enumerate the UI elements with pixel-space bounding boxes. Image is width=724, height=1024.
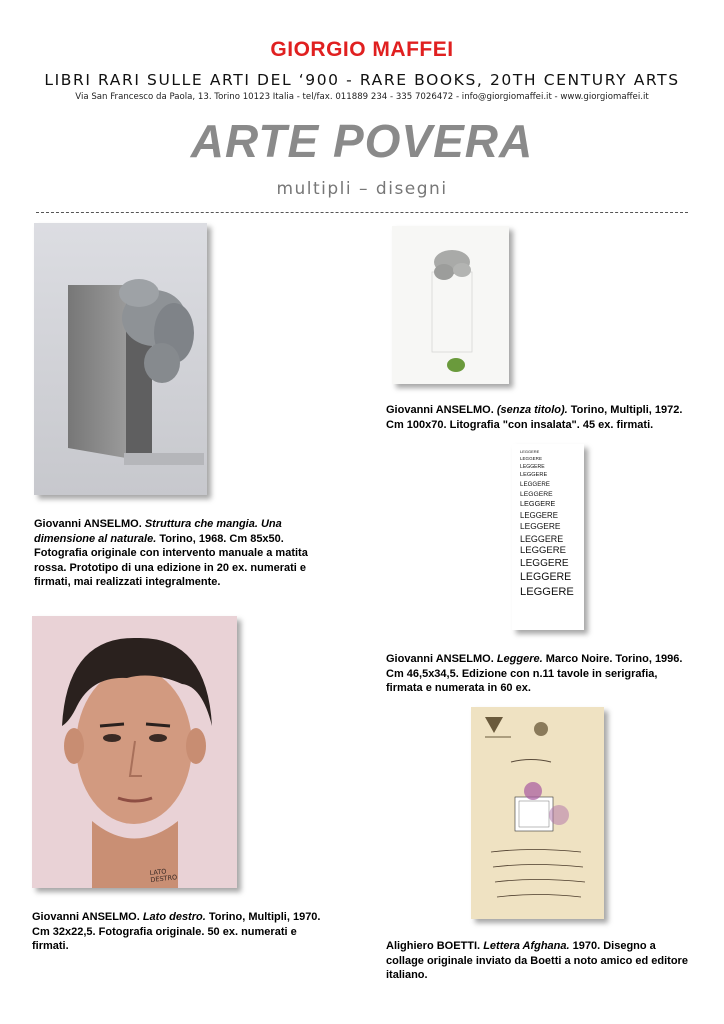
caption-work: (senza titolo). bbox=[496, 404, 568, 416]
caption-details: Torino, 1968. Cm 85x50. Fotografia originale con intervento manuale a matita rossa. Prototipo di una edizione in 20 ex. numerati e firmati, mai realizzati integralmente. bbox=[34, 532, 308, 588]
caption-details: Torino, Multipli, 1972. Cm 100x70. Litografia "con insalata". 45 ex. firmati. bbox=[386, 404, 683, 431]
caption-struttura bbox=[34, 517, 334, 590]
caption-work: Leggere. bbox=[496, 653, 543, 665]
photo-lettera-afghana bbox=[471, 707, 604, 919]
leggere-word: LEGGERE bbox=[520, 463, 545, 470]
divider bbox=[36, 212, 688, 213]
caption-work: Lato destro. bbox=[142, 911, 206, 923]
address-line: Via San Francesco da Paola, 13. Torino 10123 Italia - tel/fax. 011889 234 - 335 7026472 - info@giorgiomaffei.it - www.giorgiomaffei.it bbox=[75, 92, 649, 102]
photo-leggere bbox=[512, 444, 584, 630]
caption-artist: Giovanni ANSELMO. bbox=[386, 653, 494, 665]
letter-collage-image bbox=[471, 707, 604, 919]
neck-inscription: LATO DESTRO bbox=[149, 867, 178, 885]
leggere-word: LEGGERE bbox=[520, 472, 548, 479]
leggere-word: LEGGERE bbox=[520, 449, 540, 454]
leggere-word: LEGGERE bbox=[520, 544, 566, 556]
caption-leggere bbox=[386, 652, 691, 696]
caption-details: 1970. Disegno a collage originale inviato da Boetti a noto amico ed editore italiano. bbox=[386, 940, 688, 981]
page-title: ARTE POVERA bbox=[190, 115, 534, 167]
page-subtitle: multipli – disegni bbox=[276, 179, 448, 199]
caption-artist: Giovanni ANSELMO. bbox=[386, 404, 494, 416]
leggere-word: LEGGERE bbox=[520, 510, 558, 520]
sculpture-image bbox=[34, 223, 207, 495]
leggere-word-list bbox=[512, 444, 584, 599]
leggere-word: LEGGERE bbox=[520, 521, 561, 531]
caption-senza-titolo bbox=[386, 403, 686, 432]
leggere-word: LEGGERE bbox=[520, 570, 572, 583]
leggere-word: LEGGERE bbox=[520, 585, 574, 598]
leggere-word: LEGGERE bbox=[520, 481, 550, 489]
photo-lato-destro bbox=[32, 616, 237, 888]
caption-lato-destro bbox=[32, 910, 332, 954]
caption-artist: Giovanni ANSELMO. bbox=[32, 911, 140, 923]
caption-artist: Giovanni ANSELMO. bbox=[34, 518, 142, 530]
leggere-word: LEGGERE bbox=[520, 490, 553, 498]
caption-details: Torino, Multipli, 1970. Cm 32x22,5. Fotografia originale. 50 ex. numerati e firmati. bbox=[32, 911, 321, 952]
caption-details: Marco Noire. Torino, 1996. Cm 46,5x34,5. Edizione con n.11 tavole in serigrafia, firmata e numerata in 60 ex. bbox=[386, 653, 683, 694]
caption-artist: Alighiero BOETTI. bbox=[386, 940, 481, 952]
leggere-word: LEGGERE bbox=[520, 499, 556, 509]
leggere-word: LEGGERE bbox=[520, 533, 564, 544]
photo-struttura-che-mangia bbox=[34, 223, 207, 495]
leggere-word: LEGGERE bbox=[520, 558, 569, 570]
brand-logo: GIORGIO MAFFEI bbox=[270, 38, 454, 61]
photo-senza-titolo bbox=[392, 226, 509, 384]
lithograph-image bbox=[392, 226, 509, 384]
leggere-word: LEGGERE bbox=[520, 456, 542, 462]
caption-work: Lettera Afghana. bbox=[483, 940, 570, 952]
caption-work: Struttura che mangia. Una dimensione al naturale. bbox=[34, 518, 282, 545]
portrait-image bbox=[32, 616, 237, 888]
tagline: LIBRI RARI SULLE ARTI DEL ‘900 - RARE BOOKS, 20TH CENTURY ARTS bbox=[44, 71, 680, 89]
caption-lettera-afghana bbox=[386, 939, 691, 983]
